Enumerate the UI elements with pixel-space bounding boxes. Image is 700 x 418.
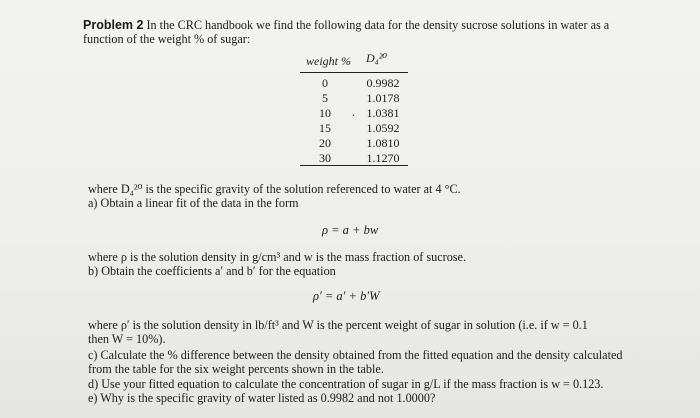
density-table	[300, 50, 408, 166]
table-header	[300, 50, 408, 73]
table-row	[300, 91, 408, 106]
cell-density: 0.9982	[366, 76, 400, 90]
where-rho-prime-2: then W = 10%).	[88, 332, 166, 346]
cell-density: 1.1270	[366, 151, 400, 165]
cell-weight: 10	[319, 106, 331, 120]
cell-weight: 5	[322, 91, 328, 105]
cell-density: 1.0178	[366, 91, 400, 105]
header-weight: weight %	[306, 54, 351, 68]
table-row	[300, 76, 408, 91]
part-a: a) Obtain a linear fit of the data in the form	[88, 196, 299, 210]
cell-weight: 20	[319, 136, 331, 150]
intro-text-1: In the CRC handbook we find the following data for the density sucrose solutions in water as a	[146, 18, 610, 32]
cell-weight: 0	[322, 76, 328, 90]
table-row	[300, 106, 408, 121]
part-e: e) Why is the specific gravity of water listed as 0.9982 and not 1.0000?	[88, 391, 436, 405]
stray-mark: .	[352, 105, 355, 119]
part-d: d) Use your fitted equation to calculate the concentration of sugar in g/L if the mass fraction is w = 0.123.	[88, 377, 604, 391]
part-c-2: from the table for the six weight percents shown in the table.	[88, 362, 384, 376]
table-row	[300, 151, 408, 166]
equation-2: ρ′ = a′ + b′W	[313, 289, 380, 303]
table-row	[300, 121, 408, 136]
header-density: D₄²⁰	[366, 51, 388, 65]
where-d-text: where D₄²⁰ is the specific gravity of the solution referenced to water at 4 °C.	[88, 182, 461, 196]
cell-density: 1.0381	[366, 106, 400, 120]
cell-weight: 15	[319, 121, 331, 135]
cell-density: 1.0592	[366, 121, 400, 135]
cell-density: 1.0810	[366, 136, 400, 150]
equation-1: ρ = a + bw	[322, 223, 379, 237]
part-c-1: c) Calculate the % difference between the density obtained from the fitted equation and the density calculated	[88, 348, 623, 362]
where-rho-prime-1: where ρ′ is the solution density in lb/ft³ and W is the percent weight of sugar in solution (i.e. if w = 0.1	[88, 318, 588, 332]
table-body	[300, 73, 408, 166]
cell-weight: 30	[319, 151, 331, 165]
where-rho-text: where ρ is the solution density in g/cm³ and w is the mass fraction of sucrose.	[88, 250, 466, 264]
problem-title: Problem 2	[83, 18, 144, 32]
intro-line-2: function of the weight % of sugar:	[83, 32, 251, 46]
intro-line-1	[83, 18, 609, 32]
part-b: b) Obtain the coefficients a′ and b′ for the equation	[88, 264, 336, 278]
table-row	[300, 136, 408, 151]
